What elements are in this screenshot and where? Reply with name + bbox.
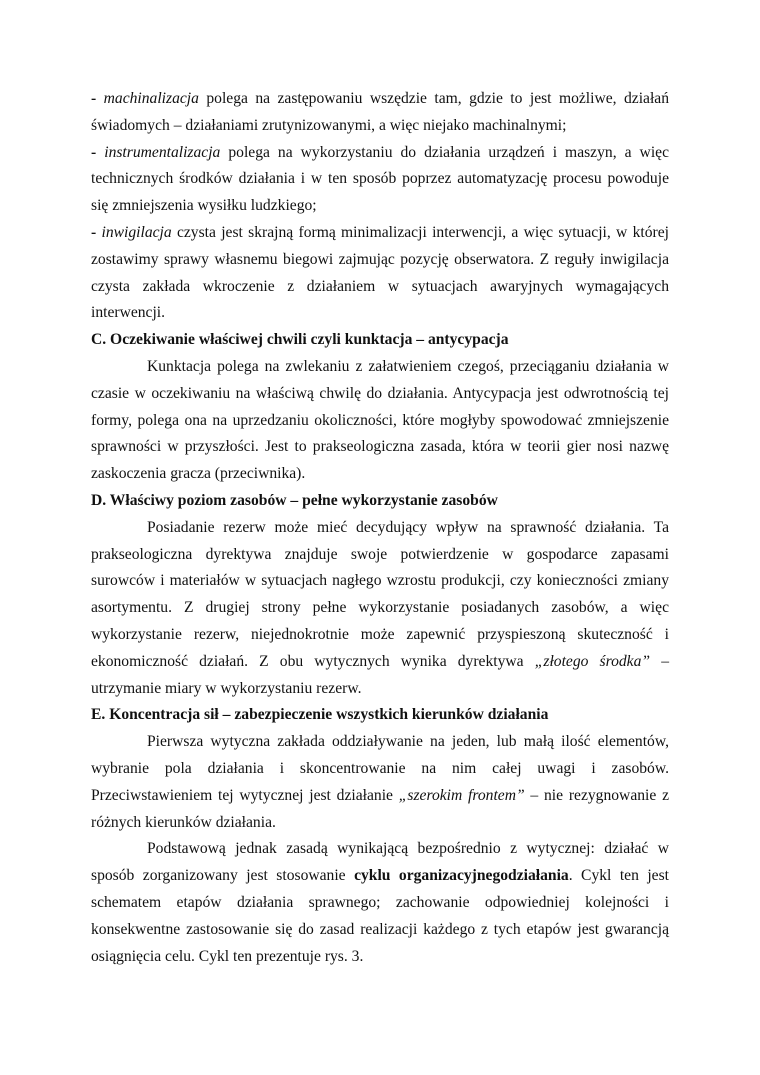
section-e-paragraph-2 xyxy=(91,836,669,970)
bullet-machinalizacja xyxy=(91,86,669,140)
section-d-text-after: – utrzymanie miary w wykorzystaniu rezerw. xyxy=(91,652,669,697)
bullet-instrumentalizacja xyxy=(91,140,669,220)
bullet-inwigilacja xyxy=(91,220,669,327)
section-e-p1-after: – nie rezygnowanie z różnych kierunków działania. xyxy=(91,786,669,831)
section-d-emphasis: „złotego środka” xyxy=(534,652,651,670)
section-e-p1-before: Pierwsza wytyczna zakłada oddziaływanie na jeden, lub małą ilość elementów, wybranie pola działania i skoncentrowanie na nim całej uwagi i zasobów. Przeciwstawieniem tej wytycznej jest działanie xyxy=(91,733,669,804)
section-c-heading: C. Oczekiwanie właściwej chwili czyli kunktacja – antycypacja xyxy=(91,331,509,349)
document-body xyxy=(91,86,669,970)
bullet-dash: - xyxy=(91,90,97,107)
bullet-term: inwigilacja xyxy=(101,223,172,241)
bullet-term: machinalizacja xyxy=(103,90,199,107)
section-d-heading: D. Właściwy poziom zasobów – pełne wykorzystanie zasobów xyxy=(91,491,498,509)
section-e-p2-before: Podstawową jednak zasadą wynikającą bezpośrednio z wytycznej: działać w sposób zorganizowany jest stosowanie xyxy=(91,840,669,885)
section-e-p1-emphasis: „szerokim frontem” xyxy=(398,786,525,804)
bullet-text: czysta jest skrajną formą minimalizacji interwencji, a więc sytuacji, w której zostawimy sprawy własnemu biegowi zajmując pozycję obserwatora. Z reguły inwigilacja czysta zakłada wkroczenie z działaniem w sytuacjach awaryjnych wymagających interwencji. xyxy=(91,223,669,322)
section-d-text-before: Posiadanie rezerw może mieć decydujący wpływ na sprawność działania. Ta prakseologiczna dyrektywa znajduje swoje potwierdzenie w gospodarce zapasami surowców i materiałów w sytuacjach nagłego wzrostu produkcji, czy konieczności zmiany asortymentu. Z drugiej strony pełne wykorzystanie posiadanych zasobów, a więc wykorzystanie rezerw, niejednokrotnie może zapewnić przyspieszoną skuteczność i ekonomiczność działań. Z obu wytycznych wynika dyrektywa xyxy=(91,518,669,670)
section-e-p2-bold: cyklu organizacyjnegodziałania xyxy=(354,867,569,885)
section-d-paragraph xyxy=(91,515,669,703)
section-e-heading: E. Koncentracja sił – zabezpieczenie wszystkich kierunków działania xyxy=(91,706,549,724)
bullet-text: polega na zastępowaniu wszędzie tam, gdzie to jest możliwe, działań świadomych – działaniami zrutynizowanymi, a więc niejako machinalnymi; xyxy=(91,90,669,134)
section-e-p2-after: . Cykl ten jest schematem etapów działania sprawnego; zachowanie odpowiedniej kolejności i konsekwentne zastosowanie się do zasad realizacji każdego z tych etapów jest gwarancją osiągnięcia celu. Cykl ten prezentuje rys. 3. xyxy=(91,867,669,965)
bullet-dash: - xyxy=(91,223,97,241)
bullet-dash: - xyxy=(91,143,97,161)
bullet-term: instrumentalizacja xyxy=(104,143,221,161)
section-c-paragraph: Kunktacja polega na zwlekaniu z załatwieniem czegoś, przeciąganiu działania w czasie w oczekiwaniu na właściwą chwilę do działania. Antycypacja jest odwrotnością tej formy, polega ona na uprzedzaniu okoliczności, które mogłyby spowodować zmniejszenie sprawności w przyszłości. Jest to prakseologiczna zasada, która w teorii gier nosi nazwę zaskoczenia gracza (przeciwnika). xyxy=(91,357,669,483)
bullet-text: polega na wykorzystaniu do działania urządzeń i maszyn, a więc technicznych środków działania i w ten sposób poprzez automatyzację procesu powoduje się zmniejszenia wysiłku ludzkiego; xyxy=(91,143,669,215)
section-e-paragraph-1 xyxy=(91,729,669,836)
